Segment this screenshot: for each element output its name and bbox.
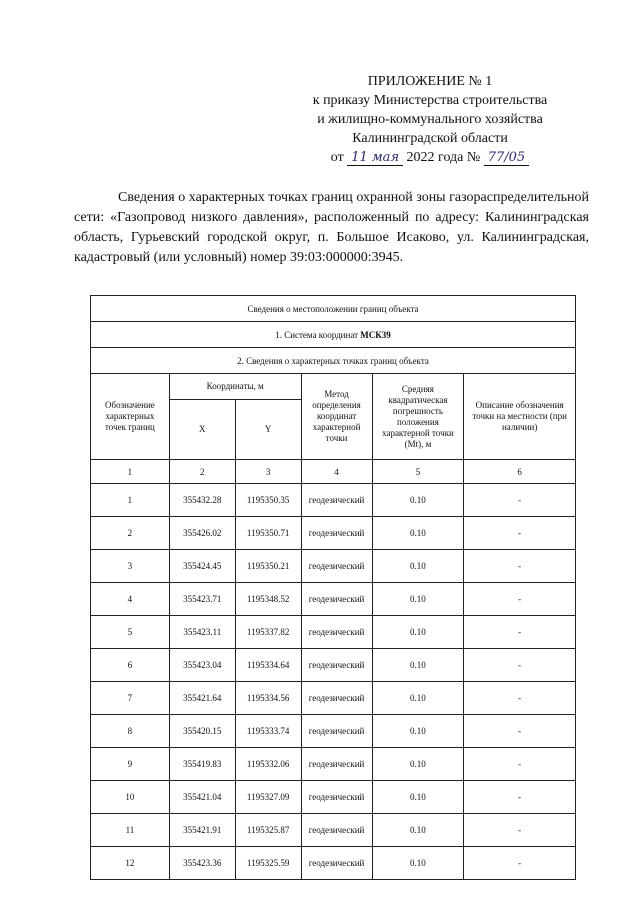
error-cell: 0.10	[372, 715, 464, 748]
description-cell: -	[464, 682, 576, 715]
y-coordinate-cell: 1195350.21	[235, 550, 301, 583]
method-cell: геодезический	[301, 847, 372, 880]
table-row	[91, 682, 576, 715]
point-number-cell: 10	[91, 781, 170, 814]
header-x: X	[169, 400, 235, 460]
error-cell: 0.10	[372, 517, 464, 550]
column-number: 1	[91, 460, 170, 484]
order-date-line	[260, 148, 600, 167]
method-cell: геодезический	[301, 715, 372, 748]
x-coordinate-cell: 355423.71	[169, 583, 235, 616]
description-cell: -	[464, 847, 576, 880]
point-number-cell: 2	[91, 517, 170, 550]
error-cell: 0.10	[372, 616, 464, 649]
coord-system-label: 1. Система координат	[275, 329, 359, 340]
description-cell: -	[464, 814, 576, 847]
intro-paragraph: Сведения о характерных точках границ охранной зоны газораспределительной сети: «Газопровод низкого давления», расположенный по адресу: Калининградская область, Гурьевский городской округ, п. Большое Исаково, ул. Калининградская, кадастровый (или условный) номер 39:03:000000:3945.	[74, 190, 589, 265]
error-cell: 0.10	[372, 649, 464, 682]
order-line-3: Калининградской области	[352, 131, 508, 146]
x-coordinate-cell: 355423.36	[169, 847, 235, 880]
method-cell: геодезический	[301, 583, 372, 616]
x-coordinate-cell: 355426.02	[169, 517, 235, 550]
table-row	[91, 814, 576, 847]
appendix-title: ПРИЛОЖЕНИЕ № 1	[367, 74, 493, 89]
table-row	[91, 517, 576, 550]
point-number-cell: 1	[91, 484, 170, 517]
y-coordinate-cell: 1195350.71	[235, 517, 301, 550]
date-prefix: от	[330, 150, 344, 165]
table-title: Сведения о местоположении границ объекта	[91, 296, 576, 322]
error-cell: 0.10	[372, 781, 464, 814]
point-number-cell: 8	[91, 715, 170, 748]
column-number: 6	[464, 460, 576, 484]
table-row	[91, 715, 576, 748]
description-cell: -	[464, 715, 576, 748]
coord-system-cell	[91, 322, 576, 348]
error-cell: 0.10	[372, 583, 464, 616]
y-coordinate-cell: 1195350.35	[235, 484, 301, 517]
method-cell: геодезический	[301, 649, 372, 682]
y-coordinate-cell: 1195327.09	[235, 781, 301, 814]
description-cell: -	[464, 550, 576, 583]
column-number: 2	[169, 460, 235, 484]
point-number-cell: 11	[91, 814, 170, 847]
point-number-cell: 5	[91, 616, 170, 649]
description-cell: -	[464, 781, 576, 814]
point-number-cell: 4	[91, 583, 170, 616]
header-error: Средняя квадратическая погрешность положения характерной точки (Mt), м	[372, 374, 464, 460]
header-point-id: Обозначение характерных точек границ	[91, 374, 170, 460]
point-number-cell: 7	[91, 682, 170, 715]
y-coordinate-cell: 1195334.64	[235, 649, 301, 682]
date-middle: 2022 года №	[406, 150, 481, 165]
y-coordinate-cell: 1195333.74	[235, 715, 301, 748]
point-number-cell: 6	[91, 649, 170, 682]
table-row	[91, 583, 576, 616]
method-cell: геодезический	[301, 484, 372, 517]
x-coordinate-cell: 355424.45	[169, 550, 235, 583]
point-number-cell: 12	[91, 847, 170, 880]
table-row	[91, 616, 576, 649]
column-number: 4	[301, 460, 372, 484]
order-line-2: и жилищно-коммунального хозяйства	[317, 112, 543, 127]
error-cell: 0.10	[372, 550, 464, 583]
description-cell: -	[464, 616, 576, 649]
y-coordinate-cell: 1195337.82	[235, 616, 301, 649]
table-title-row	[91, 296, 576, 322]
method-cell: геодезический	[301, 682, 372, 715]
header-method: Метод определения координат характерной точки	[301, 374, 372, 460]
column-number: 3	[235, 460, 301, 484]
x-coordinate-cell: 355419.83	[169, 748, 235, 781]
x-coordinate-cell: 355421.04	[169, 781, 235, 814]
table-row	[91, 649, 576, 682]
table-row	[91, 748, 576, 781]
order-line-1: к приказу Министерства строительства	[312, 93, 548, 108]
point-number-cell: 3	[91, 550, 170, 583]
x-coordinate-cell: 355423.11	[169, 616, 235, 649]
error-cell: 0.10	[372, 748, 464, 781]
x-coordinate-cell: 355432.28	[169, 484, 235, 517]
description-cell: -	[464, 649, 576, 682]
x-coordinate-cell: 355420.15	[169, 715, 235, 748]
y-coordinate-cell: 1195325.59	[235, 847, 301, 880]
error-cell: 0.10	[372, 682, 464, 715]
appendix-header	[260, 72, 600, 167]
point-number-cell: 9	[91, 748, 170, 781]
table-row	[91, 781, 576, 814]
description-cell: -	[464, 748, 576, 781]
table-row	[91, 550, 576, 583]
method-cell: геодезический	[301, 748, 372, 781]
method-cell: геодезический	[301, 550, 372, 583]
handwritten-date: 11 мая	[347, 150, 403, 166]
y-coordinate-cell: 1195348.52	[235, 583, 301, 616]
header-y: Y	[235, 400, 301, 460]
handwritten-number: 77/05	[484, 150, 529, 166]
column-numbers-row	[91, 460, 576, 484]
coord-system-value: МСК39	[360, 329, 391, 340]
method-cell: геодезический	[301, 616, 372, 649]
x-coordinate-cell: 355423.04	[169, 649, 235, 682]
y-coordinate-cell: 1195325.87	[235, 814, 301, 847]
y-coordinate-cell: 1195334.56	[235, 682, 301, 715]
boundary-points-table	[90, 295, 576, 880]
table-row	[91, 847, 576, 880]
error-cell: 0.10	[372, 484, 464, 517]
description-cell: -	[464, 517, 576, 550]
points-section-label: 2. Сведения о характерных точках границ объекта	[91, 348, 576, 374]
header-description: Описание обозначения точки на местности (при наличии)	[464, 374, 576, 460]
y-coordinate-cell: 1195332.06	[235, 748, 301, 781]
error-cell: 0.10	[372, 814, 464, 847]
method-cell: геодезический	[301, 814, 372, 847]
table-row	[91, 484, 576, 517]
header-row-1	[91, 374, 576, 400]
points-section-row	[91, 348, 576, 374]
error-cell: 0.10	[372, 847, 464, 880]
header-coordinates: Координаты, м	[169, 374, 301, 400]
description-cell: -	[464, 583, 576, 616]
x-coordinate-cell: 355421.91	[169, 814, 235, 847]
coord-system-row	[91, 322, 576, 348]
method-cell: геодезический	[301, 517, 372, 550]
column-number: 5	[372, 460, 464, 484]
description-cell: -	[464, 484, 576, 517]
x-coordinate-cell: 355421.64	[169, 682, 235, 715]
method-cell: геодезический	[301, 781, 372, 814]
